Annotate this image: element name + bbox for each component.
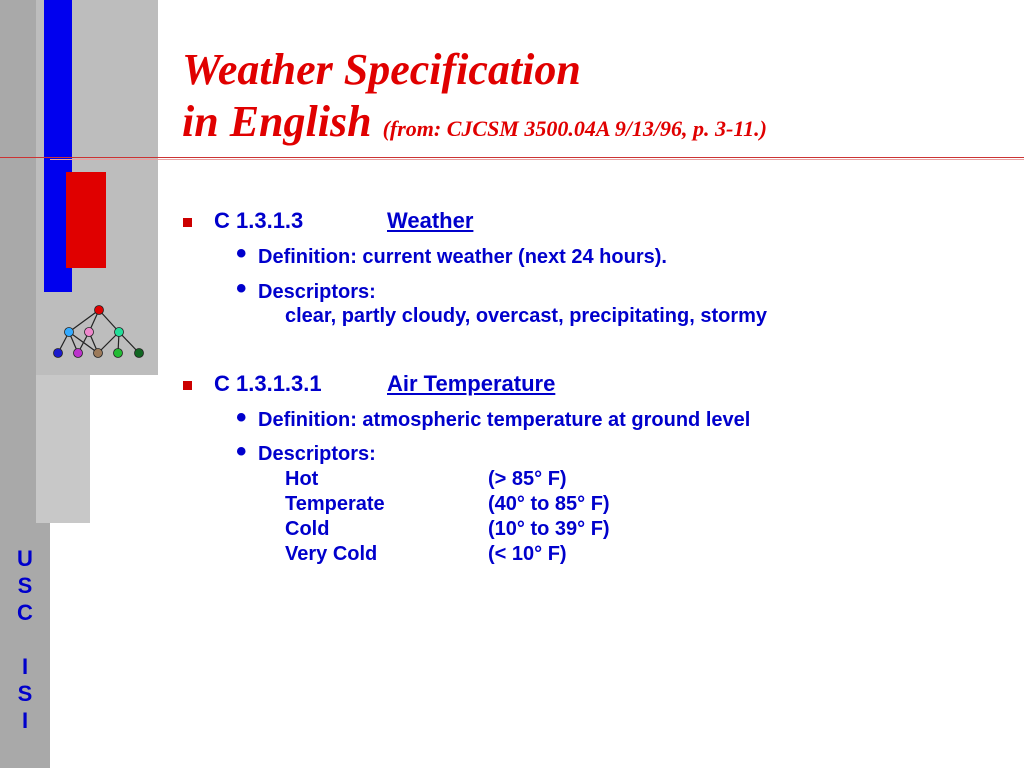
sidebar-letter: C xyxy=(17,600,33,625)
sidebar-letter: I xyxy=(21,654,29,679)
descriptor-row-label: Cold xyxy=(285,518,330,540)
dot-bullet-icon: • xyxy=(236,435,247,468)
section-code: C 1.3.1.3 xyxy=(214,208,304,233)
dot-bullet-icon: • xyxy=(236,401,247,434)
sidebar-letter: I xyxy=(21,708,29,733)
square-bullet-icon xyxy=(183,218,192,227)
descriptor-row-range: (> 85° F) xyxy=(488,468,567,490)
logo-panel xyxy=(36,292,158,375)
dot-bullet-icon: • xyxy=(236,237,247,270)
sidebar-letter: S xyxy=(17,573,33,598)
descriptor-row-label: Very Cold xyxy=(285,543,378,565)
section-code: C 1.3.1.3.1 xyxy=(214,371,322,396)
descriptor-row-label: Hot xyxy=(285,468,319,490)
slide-title xyxy=(182,46,767,153)
descriptor-row-range: (40° to 85° F) xyxy=(488,493,610,515)
title-line-2-text: in English xyxy=(182,97,372,146)
tree-network-icon xyxy=(36,292,158,375)
title-divider xyxy=(0,157,1024,158)
title-source: (from: CJCSM 3500.04A 9/13/96, p. 3-11.) xyxy=(382,116,767,141)
sidebar-letter: S xyxy=(17,681,33,706)
square-bullet-icon xyxy=(183,381,192,390)
title-divider-shadow xyxy=(50,159,1024,160)
sidebar-letter: U xyxy=(17,546,33,571)
descriptors-label: Descriptors: xyxy=(258,281,376,303)
descriptor-row-range: (10° to 39° F) xyxy=(488,518,610,540)
section-name xyxy=(387,208,473,234)
section-definition: Definition: atmospheric temperature at ground level xyxy=(258,409,751,431)
section-definition: Definition: current weather (next 24 hours). xyxy=(258,246,667,268)
descriptors-label: Descriptors: xyxy=(258,443,376,465)
section-name-text: Weather xyxy=(387,208,474,233)
title-line-1: Weather Specification xyxy=(182,45,581,94)
section-name-text: Air Temperature xyxy=(387,371,556,396)
section-name xyxy=(387,371,555,397)
descriptors-text: clear, partly cloudy, overcast, precipitating, stormy xyxy=(285,305,768,327)
descriptor-row-label: Temperate xyxy=(285,493,385,515)
usc-isi-vertical-label xyxy=(0,545,50,768)
sidebar-gray-lower-panel xyxy=(36,375,90,523)
sidebar-red-bar xyxy=(66,172,106,268)
title-line-2 xyxy=(182,98,767,153)
dot-bullet-icon: • xyxy=(236,272,247,305)
descriptor-row-range: (< 10° F) xyxy=(488,543,567,565)
